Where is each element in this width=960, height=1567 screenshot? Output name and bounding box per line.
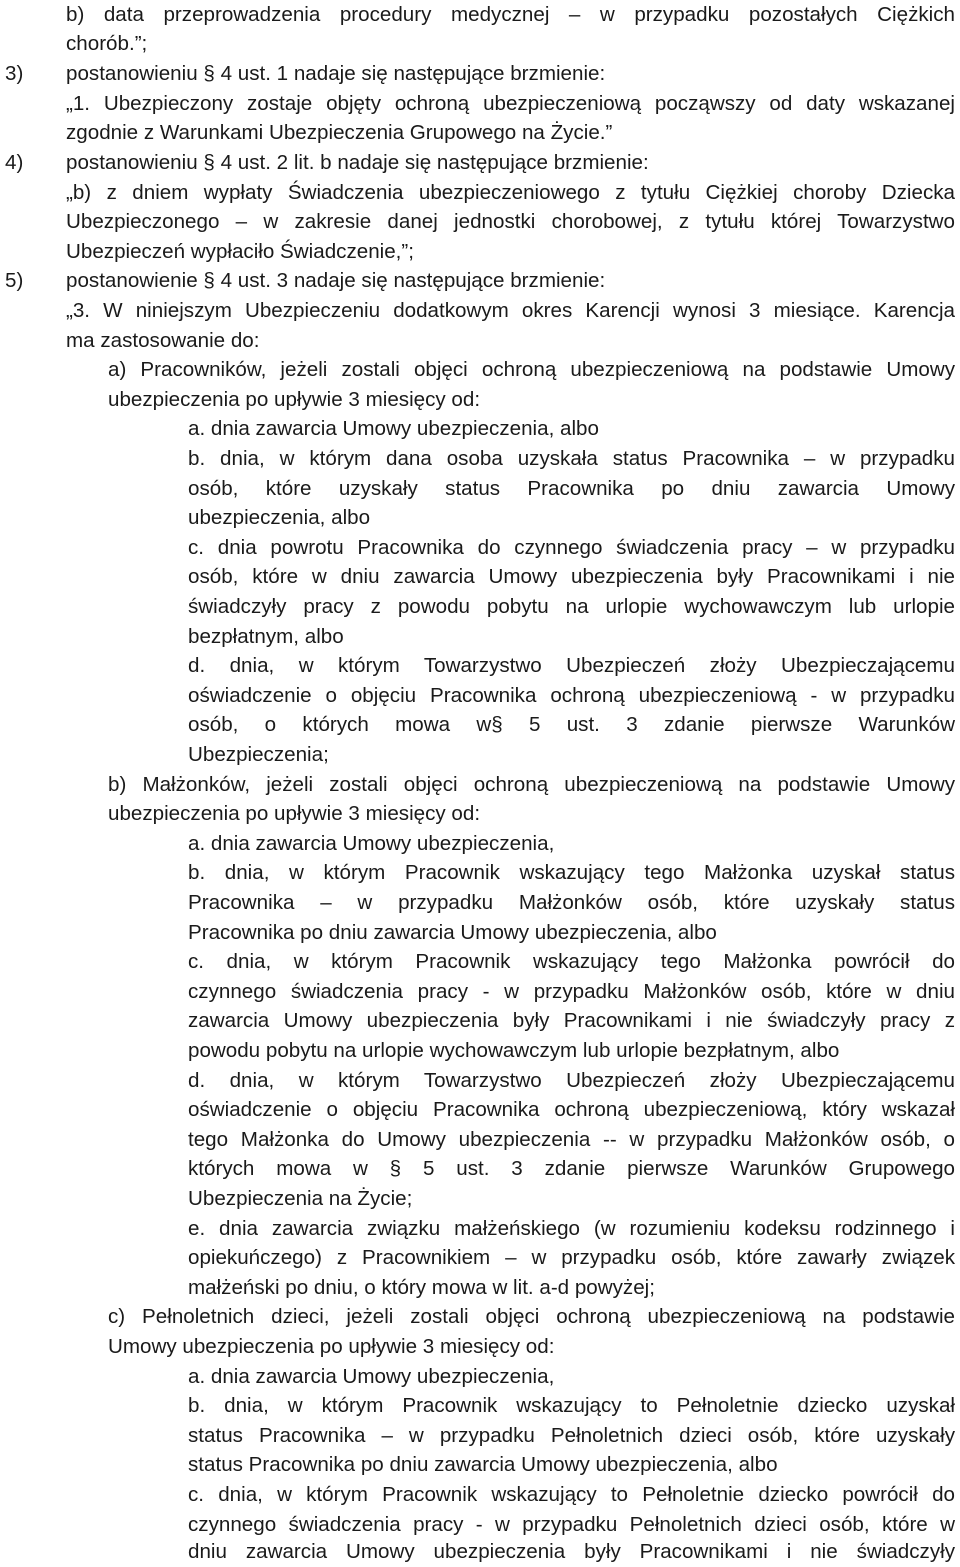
text-line: c) Pełnoletnich dzieci, jeżeli zostali objęci ochroną ubezpieczeniową na podstawie — [108, 1305, 955, 1328]
text-line: osób, o których mowa w§ 5 ust. 3 zdanie pierwsze Warunków — [188, 713, 955, 736]
text-line: dniu zawarcia Umowy ubezpieczenia były Pracownikami i nie świadczyły — [188, 1540, 955, 1563]
text-line: ubezpieczenia, albo — [188, 506, 371, 529]
text-line: „b) z dniem wypłaty Świadczenia ubezpieczeniowego z tytułu Ciężkiej choroby Dziecka — [66, 181, 955, 204]
text-line: świadczyły pracy z powodu pobytu na urlopie wychowawczym lub urlopie — [188, 595, 955, 618]
text-line: Pracownika po dniu zawarcia Umowy ubezpieczenia, albo — [188, 921, 717, 944]
text-line: chorób.”; — [66, 32, 148, 55]
text-line: b. dnia, w którym dana osoba uzyskała status Pracownika – w przypadku — [188, 447, 955, 470]
list-number: 3) — [5, 62, 24, 85]
text-line: postanowienie § 4 ust. 3 nadaje się następujące brzmienie: — [66, 269, 606, 292]
text-line: osób, które uzyskały status Pracownika po dniu zawarcia Umowy — [188, 477, 955, 500]
text-line: powodu pobytu na urlopie wychowawczym lub urlopie bezpłatnym, albo — [188, 1039, 840, 1062]
text-line: których mowa w § 5 ust. 3 zdanie pierwsze Warunków Grupowego — [188, 1157, 955, 1180]
text-line: oświadczenie o objęciu Pracownika ochroną ubezpieczeniową, który wskazał — [188, 1098, 955, 1121]
text-line: Ubezpieczenia na Życie; — [188, 1187, 413, 1210]
text-line: Pracownika – w przypadku Małżonków osób, które uzyskały status — [188, 891, 955, 914]
text-line: postanowieniu § 4 ust. 2 lit. b nadaje się następujące brzmienie: — [66, 151, 649, 174]
text-line: ubezpieczenia po upływie 3 miesięcy od: — [108, 802, 481, 825]
text-line: d. dnia, w którym Towarzystwo Ubezpieczeń złoży Ubezpieczającemu — [188, 1069, 955, 1092]
text-line: czynnego świadczenia pracy - w przypadku Małżonków osób, które w dniu — [188, 980, 955, 1003]
text-line: c. dnia, w którym Pracownik wskazujący tego Małżonka powrócił do — [188, 950, 955, 973]
text-line: c. dnia, w którym Pracownik wskazujący to Pełnoletnie dziecko powrócił do — [188, 1483, 955, 1506]
text-line: Ubezpieczenia; — [188, 743, 329, 766]
text-line: postanowieniu § 4 ust. 1 nadaje się następujące brzmienie: — [66, 62, 606, 85]
text-line: b) Małżonków, jeżeli zostali objęci ochroną ubezpieczeniową na podstawie Umowy — [108, 773, 955, 796]
text-line: e. dnia zawarcia związku małżeńskiego (w rozumieniu kodeksu rodzinnego i — [188, 1217, 955, 1240]
text-line: a. dnia zawarcia Umowy ubezpieczenia, albo — [188, 417, 599, 440]
text-line: zawarcia Umowy ubezpieczenia były Pracownikami i nie świadczyły pracy z — [188, 1009, 955, 1032]
text-line: b) data przeprowadzenia procedury medycznej – w przypadku pozostałych Ciężkich — [66, 3, 955, 26]
text-line: Umowy ubezpieczenia po upływie 3 miesięcy od: — [108, 1335, 555, 1358]
text-line: b. dnia, w którym Pracownik wskazujący to Pełnoletnie dziecko uzyskał — [188, 1394, 955, 1417]
text-line: ubezpieczenia po upływie 3 miesięcy od: — [108, 388, 481, 411]
text-line: osób, które w dniu zawarcia Umowy ubezpieczenia były Pracownikami i nie — [188, 565, 955, 588]
text-line: status Pracownika po dniu zawarcia Umowy ubezpieczenia, albo — [188, 1453, 778, 1476]
text-line: Ubezpieczeń wypłaciło Świadczenie,”; — [66, 240, 414, 263]
text-line: a) Pracowników, jeżeli zostali objęci ochroną ubezpieczeniową na podstawie Umowy — [108, 358, 955, 381]
text-line: zgodnie z Warunkami Ubezpieczenia Grupowego na Życie.” — [66, 121, 613, 144]
text-line: „1. Ubezpieczony zostaje objęty ochroną ubezpieczeniową począwszy od daty wskazanej — [66, 92, 955, 115]
text-line: d. dnia, w którym Towarzystwo Ubezpieczeń złoży Ubezpieczającemu — [188, 654, 955, 677]
list-number: 5) — [5, 269, 24, 292]
text-line: oświadczenie o objęciu Pracownika ochroną ubezpieczeniową - w przypadku — [188, 684, 955, 707]
list-number: 4) — [5, 151, 24, 174]
text-line: ma zastosowanie do: — [66, 329, 260, 352]
text-line: bezpłatnym, albo — [188, 625, 344, 648]
text-line: tego Małżonka do Umowy ubezpieczenia -- w przypadku Małżonków osób, o — [188, 1128, 955, 1151]
text-line: status Pracownika – w przypadku Pełnoletnich dzieci osób, które uzyskały — [188, 1424, 955, 1447]
text-line: opiekuńczego) z Pracownikiem – w przypadku osób, które zawarły związek — [188, 1246, 955, 1269]
text-line: czynnego świadczenia pracy - w przypadku Pełnoletnich dzieci osób, które w — [188, 1513, 955, 1536]
text-line: „3. W niniejszym Ubezpieczeniu dodatkowym okres Karencji wynosi 3 miesiące. Karencja — [66, 299, 955, 322]
text-line: c. dnia powrotu Pracownika do czynnego świadczenia pracy – w przypadku — [188, 536, 955, 559]
text-line: a. dnia zawarcia Umowy ubezpieczenia, — [188, 832, 555, 855]
text-line: małżeński po dniu, o który mowa w lit. a-d powyżej; — [188, 1276, 655, 1299]
text-line: a. dnia zawarcia Umowy ubezpieczenia, — [188, 1365, 555, 1388]
text-line: Ubezpieczonego – w zakresie danej jednostki chorobowej, z tytułu której Towarzystwo — [66, 210, 955, 233]
text-line: b. dnia, w którym Pracownik wskazujący tego Małżonka uzyskał status — [188, 861, 955, 884]
